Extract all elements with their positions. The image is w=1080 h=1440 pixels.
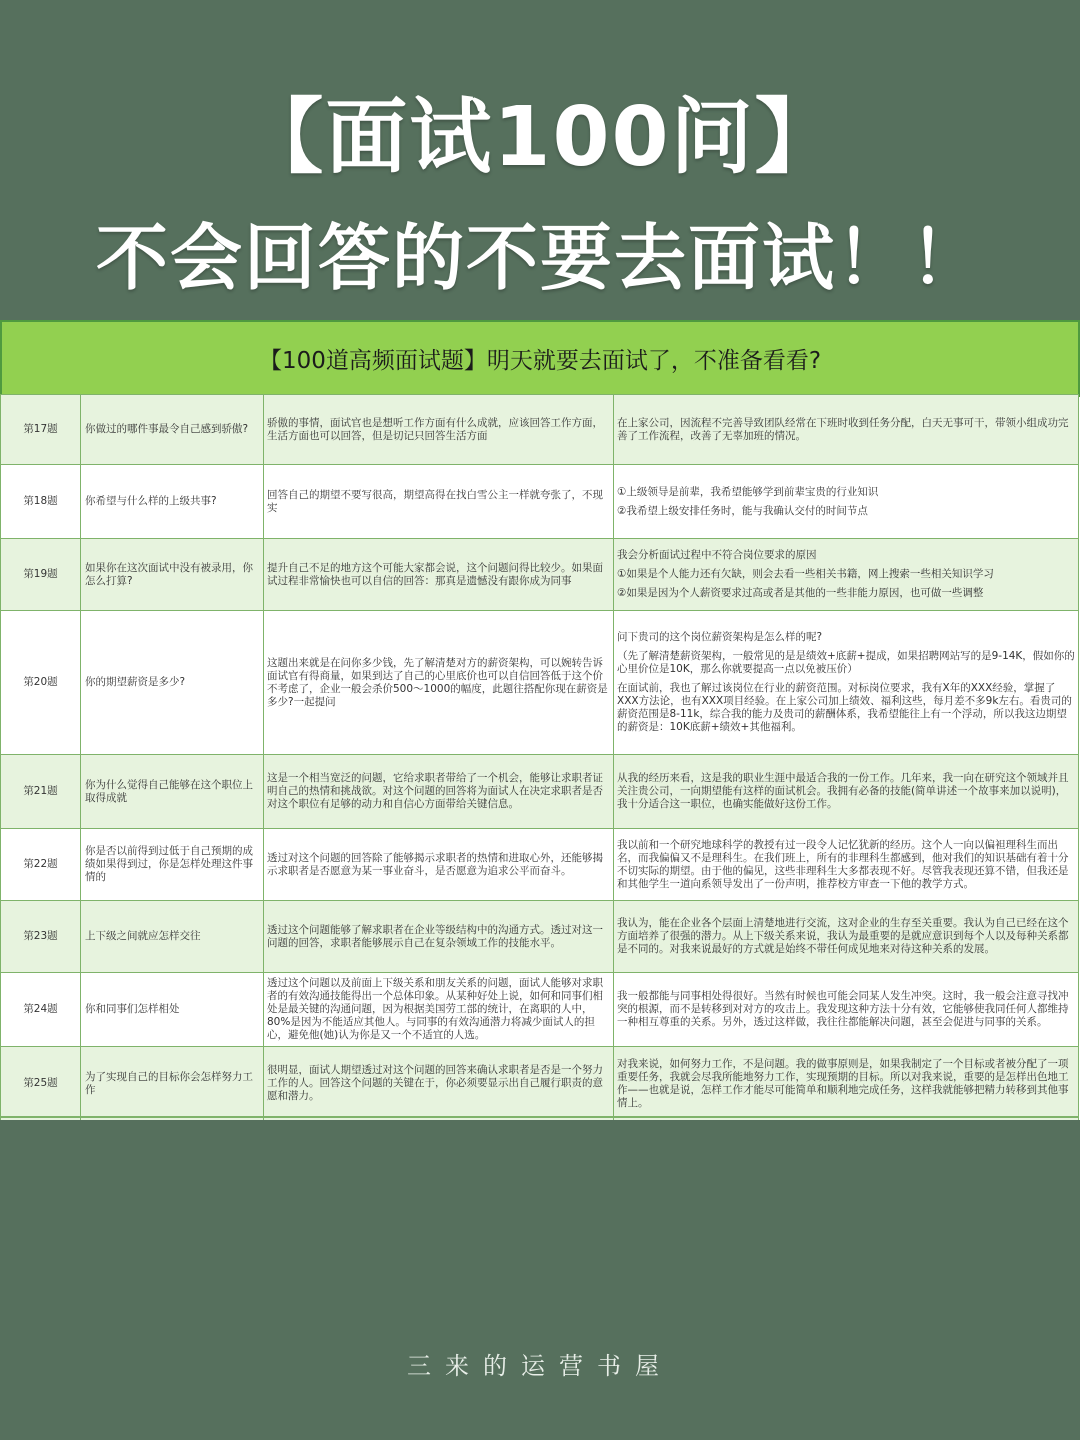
table-row bbox=[1, 395, 1079, 465]
question-text: 如果你在这次面试中没有被录用，你怎么打算? bbox=[81, 539, 264, 611]
analysis-text: 透过对这个问题的回答除了能够揭示求职者的热情和进取心外，还能够揭示求职者是否愿意为某一事业奋斗，是否愿意为追求公平而奋斗。 bbox=[264, 829, 614, 901]
analysis-text: 提升自己不足的地方这个可能大家都会说，这个问题问得比较少。如果面试过程非常愉快也可以自信的回答：那真是遗憾没有跟你成为同事 bbox=[264, 539, 614, 611]
answer-cell bbox=[614, 755, 1079, 829]
table-row bbox=[1, 465, 1079, 539]
question-text: 你希望与什么样的上级共事? bbox=[81, 465, 264, 539]
question-text: 你是否以前得到过低于自己预期的成绩如果得到过，你是怎样处理这件事情的 bbox=[81, 829, 264, 901]
cover-title: 【面试100问】 bbox=[241, 90, 839, 185]
question-number: 第20题 bbox=[1, 611, 81, 755]
analysis-text: 骄傲的事情，面试官也是想听工作方面有什么成就，应该回答工作方面，生活方面也可以回答，但是切记只回答生活方面 bbox=[264, 395, 614, 465]
table-row bbox=[1, 1047, 1079, 1121]
sheet-header: 【100道高频面试题】明天就要去面试了，不准备看看? bbox=[0, 320, 1080, 397]
answer-cell bbox=[614, 1047, 1079, 1121]
answer-line: 我一般都能与同事相处得很好。当然有时候也可能会同某人发生冲突。这时，我一般会注意寻找冲突的根源，而不是转移到对对方的攻击上。我发现这种方法十分有效，它能够使我同任何人都维持一种相互尊重的关系。另外，透过这样做，我往往都能解决问题，甚至会促进与同事的关系。 bbox=[617, 990, 1069, 1028]
question-number: 第23题 bbox=[1, 901, 81, 973]
answer-line: 从我的经历来看，这是我的职业生涯中最适合我的一份工作。几年来，我一向在研究这个领域并且关注贵公司，一向期望能有这样的面试机会。我拥有必备的技能(简单讲述一个故事来加以说明)，我十分适合这一职位，也确实能做好这份工作。 bbox=[617, 772, 1069, 810]
table-row bbox=[1, 611, 1079, 755]
answer-line: ②如果是因为个人薪资要求过高或者是其他的一些非能力原因，也可做一些调整 bbox=[617, 587, 984, 599]
signature: 三来的运营书屋 bbox=[407, 1352, 673, 1380]
question-number: 第22题 bbox=[1, 829, 81, 901]
spreadsheet bbox=[0, 320, 1080, 1120]
analysis-text: 透过这个问题以及前面上下级关系和朋友关系的问题，面试人能够对求职者的有效沟通技能得出一个总体印象。从某种好处上说，如何和同事们相处是最关键的沟通问题，因为根据美国劳工部的统计，在离职的人中，80%是因为不能适应其他人。与同事的有效沟通潜力将减少面试人的担心，避免他(她)认为你是又一个不适宜的人选。 bbox=[264, 973, 614, 1047]
question-text: 你为什么觉得自己能够在这个职位上取得成就 bbox=[81, 755, 264, 829]
question-text: 为了实现自己的目标你会怎样努力工作 bbox=[81, 1047, 264, 1121]
answer-line: ②我希望上级安排任务时，能与我确认交付的时间节点 bbox=[617, 504, 868, 517]
analysis-text: 很明显，面试人期望透过对这个问题的回答来确认求职者是否是一个努力工作的人。回答这个问题的关键在于，你必须要显示出自己履行职责的意愿和潜力。 bbox=[264, 1047, 614, 1121]
table-row bbox=[1, 829, 1079, 901]
answer-line: 在上家公司，因流程不完善导致团队经常在下班时收到任务分配，白天无事可干，带领小组成功完善了工作流程，改善了无辜加班的情况。 bbox=[617, 416, 1069, 442]
answer-line: 我以前和一个研究地球科学的教授有过一段令人记忆犹新的经历。这个人一向以偏袒理科生而出名，而我偏偏又不是理科生。在我们班上，所有的非理科生都感到，他对我们的知识基础有着十分不切实际的期望。由于他的偏见，这些非理科生大多都表现不好。尽管我表现还算不错，但我还是和其他学生一道向系领导发出了一份声明，推荐校方审查一下他的教学方式。 bbox=[617, 838, 1069, 890]
answer-line: 问下贵司的这个岗位薪资架构是怎么样的呢? bbox=[617, 631, 823, 643]
question-text: 你做过的哪件事最令自己感到骄傲? bbox=[81, 395, 264, 465]
question-text: 上下级之间就应怎样交往 bbox=[81, 901, 264, 973]
table-row bbox=[1, 539, 1079, 611]
analysis-text: 这题出来就是在问你多少钱，先了解清楚对方的薪资架构，可以婉转告诉面试官有得商量，如果到达了自己的心里底价也可以自信回答低于这个价不考虑了，企业一般会杀价500～1000的幅度，此题往搭配你现在薪资是多少?一起提问 bbox=[264, 611, 614, 755]
answer-line: 我认为，能在企业各个层面上清楚地进行交流，这对企业的生存至关重要。我认为自己已经在这个方面培养了很强的潜力。从上下级关系来说，我认为最重要的是就应意识到每个人以及每种关系都是不同的。对我来说最好的方式就是始终不带任何成见地来对待这种关系的发展。 bbox=[617, 917, 1069, 955]
table-row bbox=[1, 901, 1079, 973]
question-number: 第21题 bbox=[1, 755, 81, 829]
answer-line: ①上级领导是前辈，我希望能够学到前辈宝贵的行业知识 bbox=[617, 485, 879, 498]
analysis-text: 透过这个问题能够了解求职者在企业等级结构中的沟通方式。透过对这一问题的回答，求职者能够展示自己在复杂领域工作的技能水平。 bbox=[264, 901, 614, 973]
answer-line: （先了解清楚薪资架构，一般常见的是是绩效+底薪+提成，如果招聘网站写的是9-14K，假如你的心里价位是10K，那么你就要提高一点以免被压价） bbox=[617, 650, 1075, 675]
question-number: 第19题 bbox=[1, 539, 81, 611]
question-number: 第17题 bbox=[1, 395, 81, 465]
analysis-text: 这是一个相当宽泛的问题，它给求职者带给了一个机会，能够让求职者证明自己的热情和挑战欲。对这个问题的回答将为面试人在决定求职者是否对这个职位有足够的动力和自信心方面带给关键信息。 bbox=[264, 755, 614, 829]
table-row bbox=[1, 973, 1079, 1047]
answer-cell bbox=[614, 829, 1079, 901]
question-text: 你的期望薪资是多少? bbox=[81, 611, 264, 755]
question-number: 第24题 bbox=[1, 973, 81, 1047]
table-bottom-border bbox=[0, 1116, 1078, 1118]
cover-subtitle: 不会回答的不要去面试！！ bbox=[95, 216, 984, 300]
answer-cell bbox=[614, 539, 1079, 611]
table-row bbox=[1, 755, 1079, 829]
answer-cell bbox=[614, 395, 1079, 465]
question-number: 第18题 bbox=[1, 465, 81, 539]
answer-cell bbox=[614, 973, 1079, 1047]
answer-line: 在面试前，我也了解过该岗位在行业的薪资范围。对标岗位要求，我有X年的XXX经验，掌握了XXX方法论，也有XXX项目经验。在上家公司加上绩效、福利这些，每月差不多9k左右。看贵司的薪资范围是8-11k，综合我的能力及贵司的薪酬体系，我希望能往上有一个浮动，所以我这边期望的薪资是：10K底薪+绩效+其他福利。 bbox=[617, 682, 1072, 733]
qa-table bbox=[0, 394, 1079, 1120]
analysis-text: 回答自己的期望不要写很高，期望高得在找白雪公主一样就夸张了，不现实 bbox=[264, 465, 614, 539]
answer-cell bbox=[614, 901, 1079, 973]
question-text: 你和同事们怎样相处 bbox=[81, 973, 264, 1047]
answer-line: 我会分析面试过程中不符合岗位要求的原因 bbox=[617, 549, 817, 561]
answer-cell bbox=[614, 611, 1079, 755]
answer-line: 对我来说，如何努力工作，不是问题。我的做事原则是，如果我制定了一个目标或者被分配了一项重要任务，我就会尽我所能地努力工作，实现预期的目标。所以对我来说，重要的是怎样出色地工作——也就是说，怎样工作才能尽可能简单和顺利地完成任务，这样我就能够把精力转移到其他事情上。 bbox=[617, 1057, 1069, 1109]
question-number: 第25题 bbox=[1, 1047, 81, 1121]
answer-cell bbox=[614, 465, 1079, 539]
answer-line: ①如果是个人能力还有欠缺，则会去看一些相关书籍，网上搜索一些相关知识学习 bbox=[617, 568, 994, 580]
